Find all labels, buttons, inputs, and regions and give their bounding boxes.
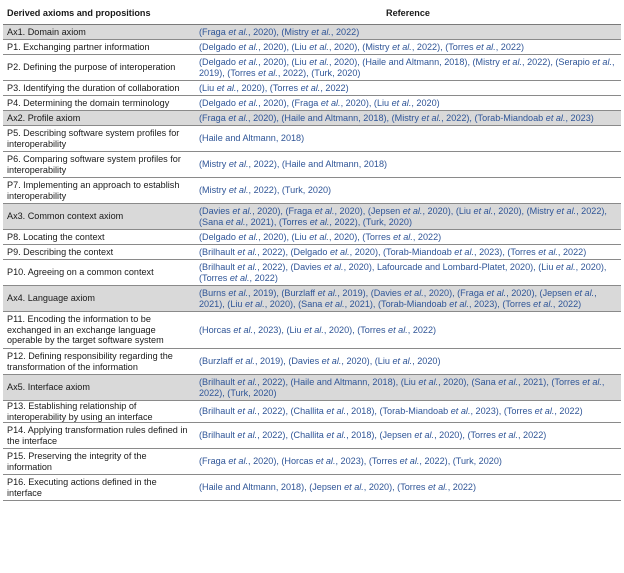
row-references: (Delgado et al., 2020), (Liu et al., 2020), (Haile and Altmann, 2018), (Mistry et al., 2022), (Serapio et al., 2019), (Torres et al., 2022), (Turk, 2020) — [195, 55, 621, 81]
proposition-row — [3, 245, 621, 260]
row-label: P2. Defining the purpose of interoperation — [3, 55, 195, 81]
axiom-row — [3, 286, 621, 312]
axiom-row — [3, 111, 621, 126]
row-label: P1. Exchanging partner information — [3, 40, 195, 55]
row-label: P9. Describing the context — [3, 245, 195, 260]
proposition-row — [3, 55, 621, 81]
proposition-row — [3, 423, 621, 449]
proposition-row — [3, 81, 621, 96]
row-references: (Brilhault et al., 2022), (Challita et al., 2018), (Jepsen et al., 2020), (Torres et al., 2022) — [195, 423, 621, 449]
row-references: (Haile and Altmann, 2018) — [195, 126, 621, 152]
proposition-row — [3, 401, 621, 423]
header-row — [3, 3, 621, 25]
row-label: Ax2. Profile axiom — [3, 111, 195, 126]
proposition-row — [3, 449, 621, 475]
row-label: P16. Executing actions defined in the interface — [3, 475, 195, 501]
proposition-row — [3, 349, 621, 375]
row-references: (Haile and Altmann, 2018), (Jepsen et al., 2020), (Torres et al., 2022) — [195, 475, 621, 501]
proposition-row — [3, 126, 621, 152]
proposition-row — [3, 96, 621, 111]
row-references: (Liu et al., 2020), (Torres et al., 2022) — [195, 81, 621, 96]
row-references: (Burns et al., 2019), (Burzlaff et al., 2019), (Davies et al., 2020), (Fraga et al., 2020), (Jepsen et al., 2021), (Liu et al., 2020), (Sana et al., 2021), (Torab-Miandoab et al., 2023), (Torres et al., 2022) — [195, 286, 621, 312]
row-references: (Brilhault et al., 2022), (Delgado et al., 2020), (Torab-Miandoab et al., 2023), (Torres et al., 2022) — [195, 245, 621, 260]
row-references: (Mistry et al., 2022), (Haile and Altmann, 2018) — [195, 152, 621, 178]
row-label: Ax4. Language axiom — [3, 286, 195, 312]
proposition-row — [3, 152, 621, 178]
row-references: (Mistry et al., 2022), (Turk, 2020) — [195, 178, 621, 204]
row-label: P10. Agreeing on a common context — [3, 260, 195, 286]
proposition-row — [3, 260, 621, 286]
row-label: P12. Defining responsibility regarding the transformation of the information — [3, 349, 195, 375]
axiom-row — [3, 204, 621, 230]
row-references: (Delgado et al., 2020), (Liu et al., 2020), (Torres et al., 2022) — [195, 230, 621, 245]
header-reference: Reference — [195, 3, 621, 25]
row-label: P8. Locating the context — [3, 230, 195, 245]
axiom-row — [3, 375, 621, 401]
row-references: (Brilhault et al., 2022), (Davies et al., 2020), Lafourcade and Lombard-Platet, 2020), (Liu et al., 2020), (Torres et al., 2022) — [195, 260, 621, 286]
row-references: (Brilhault et al., 2022), (Haile and Altmann, 2018), (Liu et al., 2020), (Sana et al., 2021), (Torres et al., 2022), (Turk, 2020) — [195, 375, 621, 401]
row-label: Ax3. Common context axiom — [3, 204, 195, 230]
row-label: P5. Describing software system profiles for interoperability — [3, 126, 195, 152]
row-references: (Brilhault et al., 2022), (Challita et al., 2018), (Torab-Miandoab et al., 2023), (Torres et al., 2022) — [195, 401, 621, 423]
axioms-table — [3, 3, 621, 501]
row-label: P15. Preserving the integrity of the information — [3, 449, 195, 475]
row-references: (Horcas et al., 2023), (Liu et al., 2020), (Torres et al., 2022) — [195, 312, 621, 349]
row-references: (Burzlaff et al., 2019), (Davies et al., 2020), (Liu et al., 2020) — [195, 349, 621, 375]
row-references: (Fraga et al., 2020), (Horcas et al., 2023), (Torres et al., 2022), (Turk, 2020) — [195, 449, 621, 475]
header-axioms: Derived axioms and propositions — [3, 3, 195, 25]
proposition-row — [3, 40, 621, 55]
row-references: (Delgado et al., 2020), (Fraga et al., 2020), (Liu et al., 2020) — [195, 96, 621, 111]
proposition-row — [3, 230, 621, 245]
row-label: P14. Applying transformation rules defined in the interface — [3, 423, 195, 449]
proposition-row — [3, 178, 621, 204]
axiom-row — [3, 25, 621, 40]
proposition-row — [3, 475, 621, 501]
proposition-row — [3, 312, 621, 349]
row-label: P4. Determining the domain terminology — [3, 96, 195, 111]
row-label: P11. Encoding the information to be exchanged in an exchange language operable by the target software system — [3, 312, 195, 349]
row-label: Ax1. Domain axiom — [3, 25, 195, 40]
row-label: P13. Establishing relationship of interoperability by using an interface — [3, 401, 195, 423]
row-label: P7. Implementing an approach to establish interoperability — [3, 178, 195, 204]
row-references: (Fraga et al., 2020), (Mistry et al., 2022) — [195, 25, 621, 40]
row-label: P3. Identifying the duration of collaboration — [3, 81, 195, 96]
row-label: Ax5. Interface axiom — [3, 375, 195, 401]
row-references: (Delgado et al., 2020), (Liu et al., 2020), (Mistry et al., 2022), (Torres et al., 2022) — [195, 40, 621, 55]
row-references: (Davies et al., 2020), (Fraga et al., 2020), (Jepsen et al., 2020), (Liu et al., 2020), (Mistry et al., 2022), (Sana et al., 2021), (Torres et al., 2022), (Turk, 2020) — [195, 204, 621, 230]
row-label: P6. Comparing software system profiles for interoperability — [3, 152, 195, 178]
row-references: (Fraga et al., 2020), (Haile and Altmann, 2018), (Mistry et al., 2022), (Torab-Miandoab et al., 2023) — [195, 111, 621, 126]
